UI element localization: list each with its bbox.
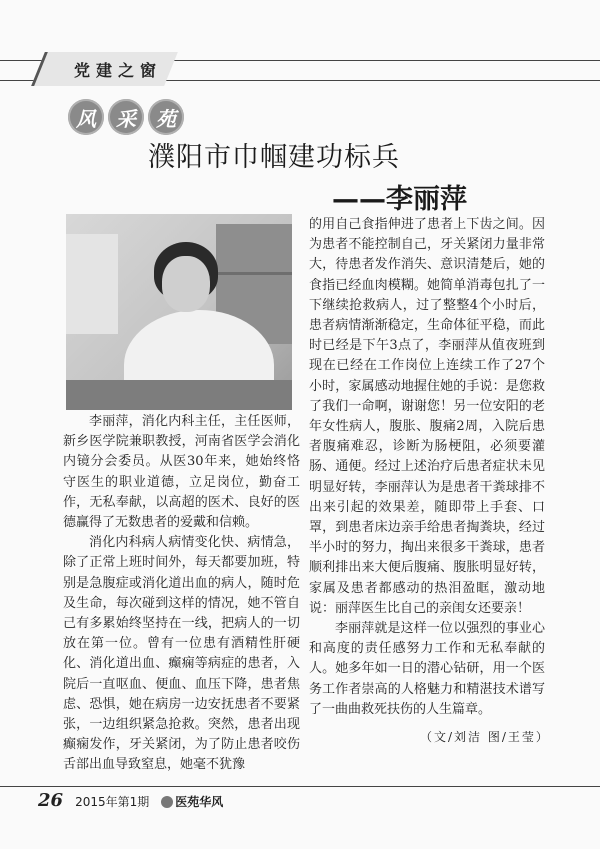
portrait-photo xyxy=(66,214,292,410)
column-seal: 采 xyxy=(108,99,144,135)
magazine-logo-icon xyxy=(161,796,173,808)
right-column xyxy=(309,215,545,720)
page-number: 26 xyxy=(38,790,64,811)
section-label: 党建之窗 xyxy=(74,61,163,80)
column-seal: 风 xyxy=(68,99,104,135)
column-name xyxy=(68,99,184,135)
magazine-name: 医苑华风 xyxy=(175,795,224,809)
paragraph: 李丽萍，消化内科主任，主任医师，新乡医学院兼职教授，河南省医学会消化内镜分会委员。从医30年来，她始终恪守医生的职业道德，立足岗位，勤奋工作，无私奉献，以高超的医术、良好的医德赢得了无数患者的爱戴和信赖。 xyxy=(63,414,300,531)
paragraph: 李丽萍就是这样一位以强烈的事业心和高度的责任感努力工作和无私奉献的人。她多年如一日的潜心钻研，用一个医务工作者崇高的人格魅力和精湛技术谱写了一曲曲救死扶伤的人生篇章。 xyxy=(309,621,545,717)
left-column xyxy=(63,412,300,776)
article-title: 濮阳市巾帼建功标兵 xyxy=(148,142,400,173)
byline: （文/刘洁 图/王莹） xyxy=(420,730,550,744)
issue-label: 2015年第1期 xyxy=(75,795,150,809)
column-seal: 苑 xyxy=(148,99,184,135)
paragraph: 消化内科病人病情变化快、病情急，除了正常上班时间外，每天都要加班，特别是急腹症或消化道出血的病人，随时危及生命，每次碰到这样的情况，她不管自己有多累始终坚持在一线，把病人的一切放在第一位。曾有一位患有酒精性肝硬化、消化道出血、癫痫等病症的患者，入院后一直呕血、便血、血压下降，患者焦虑、恐惧，她在病房一边安抚患者不要紧张，一边组织紧急抢救。突然，患者出现癫痫发作，牙关紧闭，为了防止患者咬伤舌部出血导致窒息，她毫不犹豫 xyxy=(63,535,300,773)
article-subtitle: ——李丽萍 xyxy=(332,184,467,215)
footer xyxy=(38,790,223,811)
footer-rule xyxy=(0,786,600,787)
paragraph: 的用自己食指伸进了患者上下齿之间。因为患者不能控制自己，牙关紧闭力量非常大，待患者发作消失、意识清楚后，她的食指已经血肉模糊。她简单消毒包扎了一下继续抢救病人，过了整整4个小时后，患者病情渐渐稳定，生命体征平稳，而此时已经是下午3点了，李丽萍从值夜班到现在已经在工作岗位上连续工作了27个小时，家属感动地握住她的手说：是您救了我们一命啊，谢谢您！另一位安阳的老年女性病人，腹胀、腹痛2周，入院后患者腹痛难忍，诊断为肠梗阻，必须要灌肠、通便。经过上述治疗后患者症状未见明显好转，李丽萍认为是患者干粪球排不出来引起的效果差，随即带上手套、口罩，到患者床边亲手给患者掏粪块，经过半小时的努力，掏出来很多干粪球，患者顺利排出来大便后腹痛、腹胀明显好转，家属及患者都感动的热泪盈眶，激动地说：丽萍医生比自己的亲闺女还要亲！ xyxy=(309,217,545,616)
magazine-logo xyxy=(161,791,223,810)
